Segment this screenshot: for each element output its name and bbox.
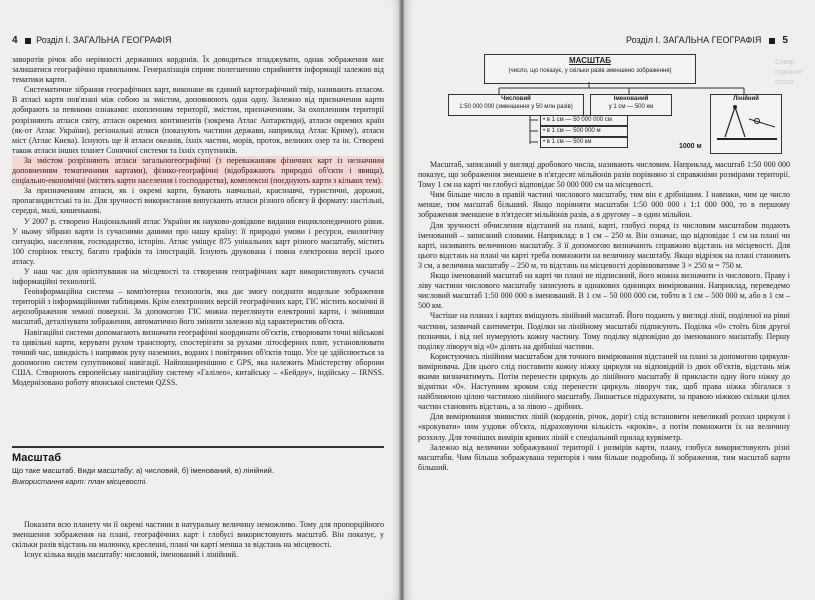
- scale-section: [12, 446, 384, 508]
- linear-scale-label: Лінійний: [733, 96, 759, 102]
- paragraph: Навігаційні системи допомагають визначати географічні координати об'єктів, створювати точні військові та цивільні карти, керувати рухом транспорту, спостерігати за рухами літосферних плит, установлювати точний час, швидкість і напрямок руху наземних, водних і повітряних об'єктів тощо. Усе це здійснюється за допомогою систем супутникової навігації. Найпоширенішою є GPS, яка належить Міністерству оборони США. Створюють європейську навігаційну систему «Галілео», китайську – «Бейдоу», індійську – IRNSS. Модернізовано роботу японської системи QZSS.: [12, 327, 384, 387]
- left-body-text: [12, 55, 384, 388]
- paragraph: У наш час для орієнтування на місцевості та створення географічних карт використовують сучасні інформаційні технології.: [12, 266, 384, 287]
- paragraph: Частіше на планах і картах вміщують лінійний масштаб. Його подають у вигляді лінії, поділеної на рівні частини, зазвичай сантиметри. Поділки на лінійному масштабі підписують. Поділка «0» стоїть біля другої позначки, і від неї нумерують кожну частину. Тому поділку відповідно до іменованого масштабу. Першу поділку ліворуч від «0» ділять на дрібніші частини.: [418, 311, 790, 351]
- header-square-icon: [769, 38, 775, 44]
- named-scale-label: Іменований: [613, 96, 649, 102]
- paragraph: За призначенням атласи, як і окремі карти, бувають навчальні, краєзнавчі, туристичні, дорожні, пропагандистські та ін. Для зручності використання випускають атласи різного обсягу й формату: настільні, середні, малі, кишенькові.: [12, 186, 384, 216]
- section-question: Що таке масштаб. Види масштабу: а) числовий, б) іменований, в) лінійний.: [12, 466, 274, 475]
- header-square-icon: [25, 38, 31, 44]
- numeric-scale-label: Числовий: [501, 96, 531, 102]
- conversion-row: • в 1 см — 50 000 000 см: [540, 115, 628, 126]
- linear-start-number: 1000: [679, 143, 695, 150]
- conversion-row: • в 1 см — 500 км: [540, 137, 628, 148]
- paragraph: Систематичне зібрання географічних карт, виконане як єдиний картографічний твір, називають атласом. В атласі карти пов'язані між собою за змістом, доповнюють одна одну. Залежно від призначення карти добирають за певними ознаками: охопленням території, змістом, призначенням. За охопленням території розрізняють атласи світу, атласи окремих континентів (зокрема Атлас Антарктиди), атласи окремих країн (як-от Атлас України), регіональні атласи (показують частини держави, наприклад Атлас Криму), атласи міст (Атлас Києва). Існують ще й атласи океанів, їхніх частин, морів, проток, великих озер та ін. Створені також атласи інших планет Сонячної системи та їхніх супутників.: [12, 85, 384, 155]
- section-title: Масштаб: [12, 452, 62, 464]
- linear-start-unit: м: [696, 143, 702, 150]
- left-page-number: 4: [12, 35, 18, 46]
- named-scale-box: [590, 94, 672, 116]
- paragraph: заворотів річок або нерівності державних кордонів. Їх доводиться згладжувати, однак зображення має залишатися географічно правильним. Генералізація сприяє полегшенню сприйняття інформації залежно від тематики карти.: [12, 55, 384, 85]
- right-body-text: [418, 160, 790, 473]
- numeric-scale-box: [448, 94, 584, 116]
- left-page-header: [12, 35, 171, 46]
- left-page: [0, 0, 400, 600]
- ghost-sidebar-text: Створ горизонт спосо: [775, 59, 804, 86]
- paragraph: Користуючись лінійним масштабом для точного вимірювання відстаней на плані за допомогою циркуля-вимірювача. Для цього слід поставити кожну ніжку циркуля на відповідній із двох об'єктів, відстань між якими визначатимуть. Потім перенести циркуль до лінійного масштабу й прикласти одну його ніжку до відмітки «0». Наступним кроком слід перенести циркуль ліворуч так, щоб права ніжка збігалася з найближчою цілою частиною лінійного масштабу. Лишається підрахувати, за правою ніжкою скільки цілих частин становить відстань, а за лівою – дрібних.: [418, 351, 790, 412]
- paragraph: Масштаб, записаний у вигляді дробового числа, називають числовим. Наприклад, масштаб 1:50 000 000 показує, що зображення зменшене в п'ятдесят мільйонів разів порівняно зі справжніми розмірами території. Тому 1 см на карті чи глобусі відповідає 50 000 000 см на місцевості.: [418, 160, 790, 190]
- linear-scale-box: [679, 94, 782, 154]
- paragraph: Чим більше число в правій частині числового масштабу, тим він є дрібнішим. І навпаки, чим це число менше, тим масштаб більший. Якщо порівняти масштаби 1:50 000 000 і 1:1 000 000, то в першому зображення зменшене в п'ятдесят мільйонів разів, а в другому – в один мільйон.: [418, 190, 790, 220]
- named-scale-value: у 1 см — 500 км: [608, 104, 654, 110]
- diagram-subtitle: (число, що показує, у скільки разів зменшено зображення): [508, 68, 672, 74]
- left-body-text-bottom: [12, 520, 384, 560]
- right-header-text: Розділ I. ЗАГАЛЬНА ГЕОГРАФІЯ: [626, 35, 762, 45]
- paragraph: Для вимірювання звивистих ліній (кордонів, річок, доріг) слід встановити невеликий розхил циркуля і «крокувати» ним уздовж об'єкта, підраховуючи кількість «кроків», а потім помножити їх на величину розхилу. Для точніших вимірів кривих ліній є спеціальний прилад курвіметр.: [418, 412, 790, 442]
- paragraph: За змістом розрізняють атласи загальногеографічні (з переважанням фізичних карт із незначним доповненням тематичними картами), фізико-географічні (відображають природні об'єкти і явища), соціально-економічні (містять карти населення і господарства), комплексні (поєднують карти з кількох тем).: [12, 155, 384, 186]
- compass-ruler-icon: [713, 103, 779, 143]
- scale-diagram: [444, 54, 784, 154]
- paragraph: Залежно від величини зображуваної території і розмірів карти, плану, глобуса використовують різні масштаби. Чим більша зображувана територія і чим більше подробиць її зображення, тим масштаб карти більший.: [418, 442, 790, 472]
- paragraph: Якщо іменований масштаб на карті чи плані не підписаний, його можна визначити із числового. Праву і ліву частини числового масштабу записують в однакових одиницях вимірювання. Наприклад, переведемо числовий масштаб 1:50 000 000 в іменований. В 1 см – 50 000 000 см, тобто в 1 см – 500 000 м, або в 1 см – 500 км.: [418, 271, 790, 311]
- paragraph: У 2007 р. створено Національний атлас України як науково-довідкове видання енциклопедичного рівня. У ньому зібрано карти із сучасними даними про нашу країну: її природні умови і ресурси, екологічну ситуацію, населення, господарство, історію. Атлас уміщує 875 унікальних карт різного масштабу, містить 100 сторінок тексту, багато графіків та ілюстрацій. Існують друкована і повна електронна версії цього атласу.: [12, 216, 384, 266]
- right-page-header: [626, 35, 788, 46]
- paragraph: Існує кілька видів масштабу: числовий, іменований і лінійний.: [24, 550, 238, 560]
- conversion-row: • в 1 см — 500 000 м: [540, 126, 628, 137]
- paragraph: Геоінформаційна система – комп'ютерна технологія, яка дає змогу поєднати модельне зображення територій з інформаційними таблицями. Крім електронних версій географічних карт, ГІС містить космічні й аерозображення земної поверхні. За допомогою ГІС можна переглянути електронні карти, і змінивши масштаб, деталізувати зображення, автоматично його змінити залежно від характеристик об'єкта.: [12, 287, 384, 327]
- paragraph: Показати всю планету чи її окремі частини в натуральну величину неможливо. Тому для пропорційного зменшення зображення на плані, географічних карт і глобусі використовують масштаб. Він показує, у скільки разів відстань на малюнку, кресленні, плані чи карті менша за відстань на місцевості.: [12, 520, 384, 550]
- right-page: [404, 0, 815, 600]
- diagram-title: МАСШТАБ: [569, 56, 611, 65]
- left-header-text: Розділ I. ЗАГАЛЬНА ГЕОГРАФІЯ: [36, 35, 172, 45]
- right-page-number: 5: [782, 35, 788, 46]
- numeric-scale-value: 1:50 000 000 (зменшення у 50 млн разів): [459, 104, 573, 110]
- section-usage: Використання карт: план місцевості.: [12, 477, 148, 486]
- paragraph: Для зручності обчислення відстаней на плані, карті, глобусі поряд із числовим масштабом подають іменований – записаний словами. Наприклад: в 1 см – 250 м. Він означає, що відповідає 1 см на плані чи карті, називають величиною масштабу. З її допомогою визначають справжню відстань на місцевості. Для цього відстань на плані чи карті треба помножити на величину масштабу. Якщо відрізок на плані становить 3 см, а величина масштабу – 250 м, то відстань на місцевості дорівнюватиме 3 × 250 м = 750 м.: [418, 220, 790, 270]
- linear-scale-start: [679, 143, 702, 151]
